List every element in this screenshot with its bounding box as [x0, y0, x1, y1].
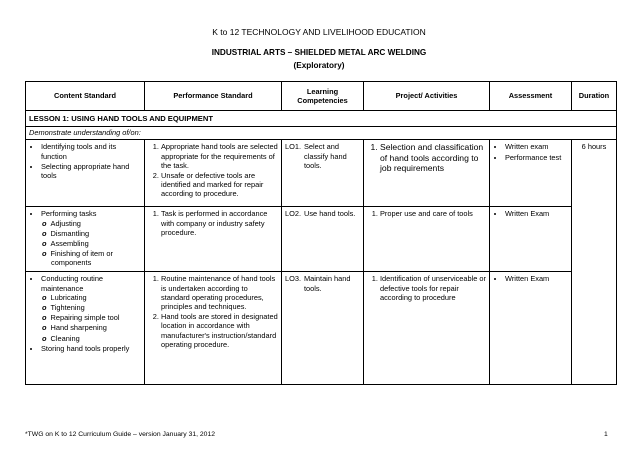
learning-cell [282, 272, 364, 385]
list-item: • Written Exam [505, 274, 568, 283]
lc-text: Select and classify hand tools. [304, 142, 347, 170]
list-item [41, 209, 141, 267]
list-item: • Performance test [505, 153, 568, 162]
assessment-cell [490, 272, 572, 385]
col-header-performance-standard: Performance Standard [145, 82, 282, 111]
col-header-assessment: Assessment [490, 82, 572, 111]
table-row [26, 272, 617, 385]
lesson-row [26, 111, 617, 127]
list-item: • Identifying tools and its function [41, 142, 141, 160]
table-header-row [26, 82, 617, 111]
list-item: 1. Selection and classification of hand tools according to job requirements [380, 142, 486, 173]
table-row [26, 207, 617, 272]
list-item-label: Conducting routine maintenance [41, 274, 104, 293]
lesson-title: LESSON 1: USING HAND TOOLS AND EQUIPMENT [26, 111, 617, 127]
lc-text: Maintain hand tools. [304, 274, 351, 293]
project-cell [364, 207, 490, 272]
list-item [41, 274, 141, 342]
list-item: 1. Routine maintenance of hand tools is undertaken according to standard operating procedures, principles and techniques. [161, 274, 278, 311]
list-item: 2. Unsafe or defective tools are identified and marked for repair according to procedure. [161, 171, 278, 199]
intro-row [26, 127, 617, 140]
duration-cell: 6 hours [572, 140, 617, 385]
list-item: • Written exam [505, 142, 568, 151]
sub-item: o Adjusting [51, 219, 141, 228]
sub-item: o Tightening [51, 303, 141, 312]
sub-item: o Repairing simple tool [51, 313, 141, 322]
performance-cell [145, 207, 282, 272]
col-header-project-activities: Project/ Activities [364, 82, 490, 111]
learning-cell [282, 140, 364, 207]
sub-item: o Lubricating [51, 293, 141, 302]
content-cell [26, 140, 145, 207]
list-item: 1. Identification of unserviceable or defective tools for repair according to procedure [380, 274, 486, 302]
list-item: 1. Task is performed in accordance with company or industry safety procedure. [161, 209, 278, 237]
intro-label: Demonstrate understanding of/on: [29, 128, 141, 138]
sub-item: o Dismantling [51, 229, 141, 238]
content-cell [26, 272, 145, 385]
header-course-type: (Exploratory) [293, 61, 345, 70]
list-item-label: Performing tasks [41, 209, 97, 219]
curriculum-table [25, 81, 617, 385]
assessment-cell [490, 207, 572, 272]
header-title: K to 12 TECHNOLOGY AND LIVELIHOOD EDUCATION [212, 27, 426, 37]
performance-cell [145, 272, 282, 385]
project-cell [364, 140, 490, 207]
assessment-cell [490, 140, 572, 207]
sub-item: o Cleaning [51, 334, 141, 343]
col-header-duration: Duration [572, 82, 617, 111]
list-item: 2. Hand tools are stored in designated location in accordance with manufacturer's instruction/standard operating procedure. [161, 312, 278, 349]
list-item: 1. Appropriate hand tools are selected appropriate for the requirements of the task. [161, 142, 278, 170]
footer-note: *TWG on K to 12 Curriculum Guide – version January 31, 2012 [25, 431, 216, 438]
lc-number: LO2. [285, 209, 302, 219]
project-cell [364, 272, 490, 385]
col-header-content-standard: Content Standard [26, 82, 145, 111]
sub-item: o Hand sharpening [51, 323, 141, 332]
table-row [26, 140, 617, 207]
intro-text [26, 127, 617, 140]
lc-number: LO3. [285, 274, 302, 284]
col-header-learning-competencies: Learning Competencies [282, 82, 364, 111]
list-item: • Storing hand tools properly [41, 344, 141, 353]
list-item: 1. Proper use and care of tools [380, 209, 486, 218]
lc-number: LO1. [285, 142, 302, 152]
learning-cell [282, 207, 364, 272]
lc-text: Use hand tools. [304, 209, 356, 219]
sub-item: o Assembling [51, 239, 141, 248]
list-item: • Written Exam [505, 209, 568, 218]
list-item: • Selecting appropriate hand tools [41, 162, 141, 180]
performance-cell [145, 140, 282, 207]
sub-item: o Finishing of item or components [51, 249, 141, 267]
header-subtitle: INDUSTRIAL ARTS – SHIELDED METAL ARC WELDING [211, 48, 427, 57]
content-cell [26, 207, 145, 272]
page-number: 1 [604, 431, 608, 438]
